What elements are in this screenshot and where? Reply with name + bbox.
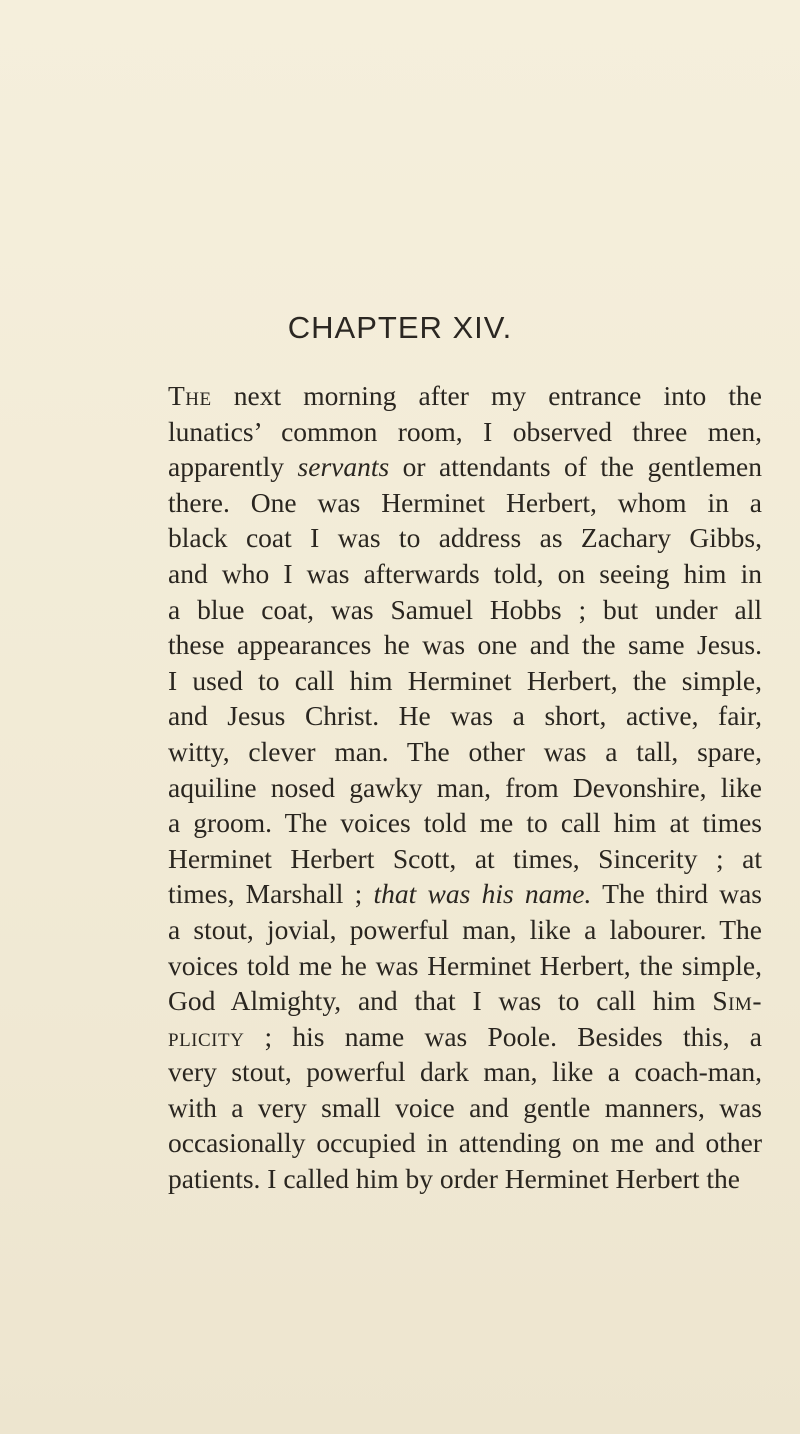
text-line (168, 734, 762, 770)
small-caps-text: plicity (168, 1020, 245, 1052)
text-line (168, 983, 762, 1019)
text-run: God Almighty, and that I was to call him (168, 985, 713, 1017)
text-run: times, Marshall ; (168, 878, 374, 910)
text-run: voices told me he was Herminet Herbert, the simple, (168, 949, 762, 981)
text-line (168, 948, 762, 984)
text-line (168, 520, 762, 556)
text-line (168, 698, 762, 734)
text-run: The third was (591, 878, 762, 910)
text-line (168, 449, 762, 485)
text-line (168, 414, 762, 450)
text-line (168, 485, 762, 521)
small-caps-text: The (168, 380, 212, 411)
text-line (168, 1054, 762, 1090)
text-line (168, 805, 762, 841)
text-run: I used to call him Herminet Herbert, the simple, (168, 664, 762, 696)
text-line (168, 876, 762, 912)
text-run: apparently (168, 451, 298, 483)
text-line (168, 1161, 762, 1197)
text-run: a blue coat, was Samuel Hobbs ; but under all (168, 593, 762, 625)
text-run: very stout, powerful dark man, like a coach-man, (168, 1056, 762, 1088)
text-line (168, 1019, 762, 1055)
text-run: a groom. The voices told me to call him at times (168, 807, 762, 839)
text-run: lunatics’ common room, I observed three men, (168, 415, 762, 447)
text-line (168, 627, 762, 663)
text-line (168, 592, 762, 628)
text-run: a stout, jovial, powerful man, like a labourer. The (168, 913, 762, 945)
text-run: these appearances he was one and the same Jesus. (168, 629, 762, 661)
text-run: Herminet Herbert Scott, at times, Sincerity ; at (168, 842, 762, 874)
text-run: patients. I called him by order Herminet Herbert the (168, 1163, 740, 1195)
text-run: with a very small voice and gentle manners, was (168, 1091, 762, 1123)
text-line (168, 1125, 762, 1161)
text-line (168, 378, 762, 414)
italic-text: that was his name. (373, 878, 592, 910)
text-run: next morning after my entrance into the (211, 380, 762, 411)
text-line (168, 1090, 762, 1126)
text-run: witty, clever man. The other was a tall, spare, (168, 735, 762, 767)
chapter-body (168, 378, 788, 1197)
text-line (168, 912, 762, 948)
text-line (168, 841, 762, 877)
text-run: aquiline nosed gawky man, from Devonshire, like (168, 771, 762, 803)
text-run: there. One was Herminet Herbert, whom in a (168, 486, 762, 518)
text-run: occasionally occupied in attending on me and other (168, 1127, 762, 1159)
text-run: ; his name was Poole. Besides this, a (244, 1020, 762, 1052)
text-run: and who I was afterwards told, on seeing him in (168, 557, 762, 589)
chapter-title: CHAPTER XIV. (287, 310, 513, 345)
text-line (168, 556, 762, 592)
text-run: black coat I was to address as Zachary Gibbs, (168, 522, 762, 554)
text-run: or attendants of the gentlemen (389, 451, 762, 483)
text-run: and Jesus Christ. He was a short, active, fair, (168, 700, 762, 732)
text-line (168, 663, 762, 699)
small-caps-text: Sim- (712, 985, 762, 1017)
text-line (168, 770, 762, 806)
italic-text: servants (297, 451, 390, 483)
